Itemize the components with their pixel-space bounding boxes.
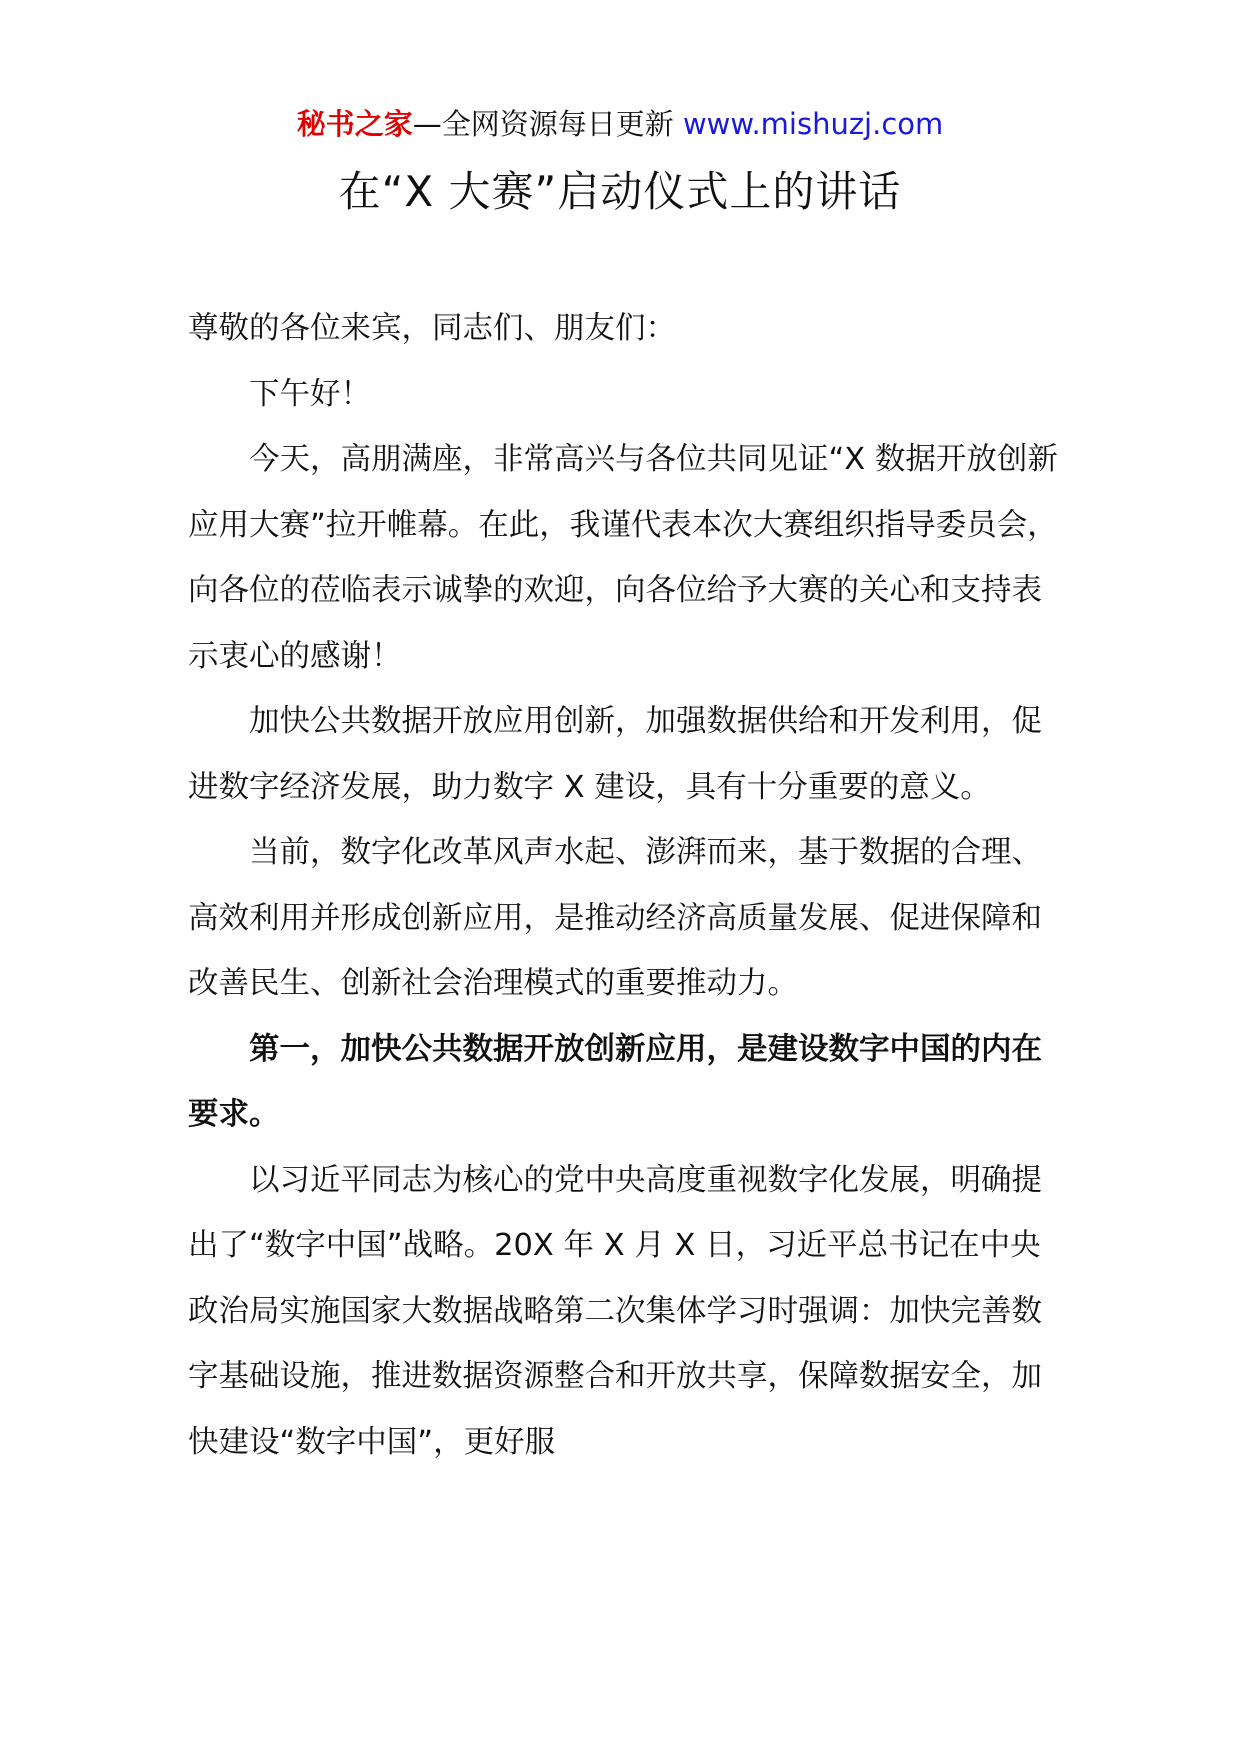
paragraph-current-context: 当前，数字化改革风声水起、澎湃而来，基于数据的合理、高效利用并形成创新应用，是推动经济高质量发展、促进保障和改善民生、创新社会治理模式的重要推动力。 <box>188 835 1042 1001</box>
document-body <box>188 296 1058 1475</box>
site-header <box>0 104 1240 144</box>
salutation: 尊敬的各位来宾，同志们、朋友们： <box>188 311 676 346</box>
paragraph-first-point: 第一，加快公共数据开放创新应用，是建设数字中国的内在要求。 <box>188 1031 1042 1132</box>
paragraph-significance: 加快公共数据开放应用创新，加强数据供给和开发利用，促进数字经济发展，助力数字 X 建设，具有十分重要的意义。 <box>188 704 1042 805</box>
paragraph-greeting: 下午好！ <box>249 376 371 412</box>
paragraph-digital-china: 以习近平同志为核心的党中央高度重视数字化发展，明确提出了“数字中国”战略。20X 年 X 月 X 日，习近平总书记在中央政治局实施国家大数据战略第二次集体学习时强调：加快完善数字基础设施，推进数据资源整合和开放共享，保障数据安全，加快建设“数字中国”，更好服 <box>188 1162 1042 1460</box>
document-title: 在“X 大赛”启动仪式上的讲话 <box>338 167 902 216</box>
paragraph-welcome: 今天，高朋满座，非常高兴与各位共同见证“X 数据开放创新应用大赛”拉开帷幕。在此，我谨代表本次大赛组织指导委员会，向各位的莅临表示诚挚的欢迎，向各位给予大赛的关心和支持表示衷心的感谢！ <box>188 442 1058 674</box>
site-brand: 秘书之家 <box>296 107 413 141</box>
site-tagline: —全网资源每日更新 <box>412 107 683 141</box>
site-url-link[interactable]: www.mishuzj.com <box>682 107 944 141</box>
